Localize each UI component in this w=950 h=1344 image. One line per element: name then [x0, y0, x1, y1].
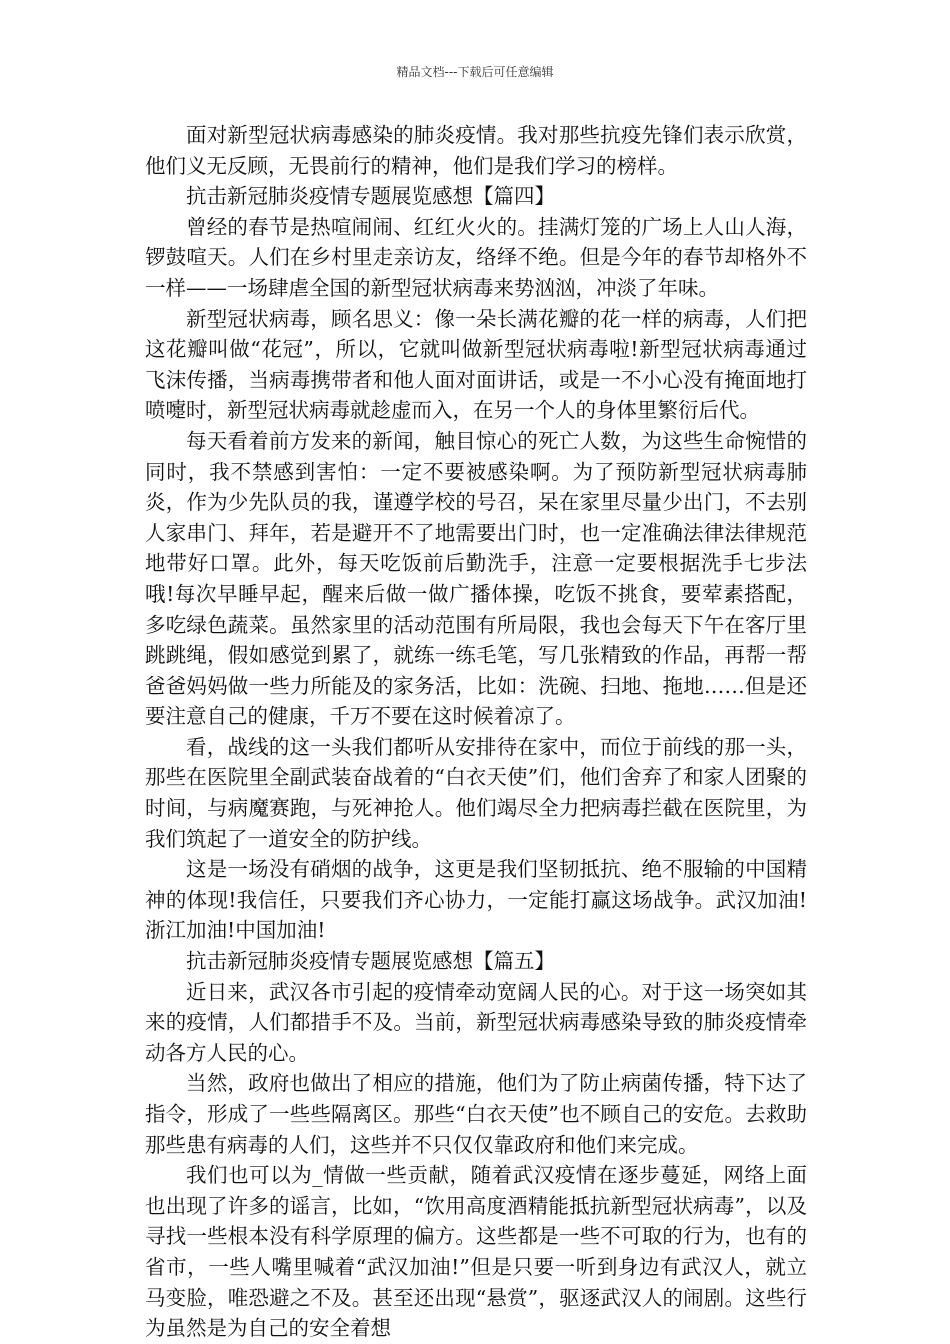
- paragraph: 新型冠状病毒，顾名思义：像一朵长满花瓣的花一样的病毒，人们把这花瓣叫做“花冠”，所以，它就叫做新型冠状病毒啦!新型冠状病毒通过飞沫传播，当病毒携带者和他人面对面讲话，或是一不小心没有掩面地打喷嚏时，新型冠状病毒就趁虚而入，在另一个人的身体里繁衍后代。: [145, 306, 807, 423]
- page-header: 精品文档---下载后可任意编辑: [396, 65, 554, 79]
- section-heading: 抗击新冠肺炎疫情专题展览感想【篇四】: [186, 184, 555, 209]
- paragraph: 面对新型冠状病毒感染的肺炎疫情。我对那些抗疫先锋们表示欣赏，他们义无反顾，无畏前行的精神，他们是我们学习的榜样。: [145, 123, 807, 178]
- paragraph: 当然，政府也做出了相应的措施，他们为了防止病菌传播，特下达了指令，形成了一些些隔离区。那些“白衣天使”也不顾自己的安危。去救助那些患有病毒的人们，这些并不只仅仅靠政府和他们来完成。: [145, 1071, 807, 1157]
- paragraph: 我们也可以为_情做一些贡献，随着武汉疫情在逐步蔓延，网络上面也出现了许多的谣言，比如，“饮用高度酒精能抵抗新型冠状病毒”，以及寻找一些根本没有科学原理的偏方。这些都是一些不可取的行为，也有的省市，一些人嘴里喊着“武汉加油!”但是只要一听到身边有武汉人，就立马变脸，唯恐避之不及。甚至还出现“悬赏”，驱逐武汉人的闹剧。这些行为虽然是为自己的安全着想: [145, 1163, 807, 1341]
- paragraph: 这是一场没有硝烟的战争，这更是我们坚韧抵抗、绝不服输的中国精神的体现!我信任，只要我们齐心协力，一定能打赢这场战争。武汉加油!浙江加油!中国加油!: [145, 857, 807, 943]
- paragraph: 近日来，武汉各市引起的疫情牵动宽阔人民的心。对于这一场突如其来的疫情，人们都措手不及。当前，新型冠状病毒感染导致的肺炎疫情牵动各方人民的心。: [145, 979, 807, 1065]
- document-body: [145, 120, 807, 1344]
- paragraph: 曾经的春节是热喧闹闹、红红火火的。挂满灯笼的广场上人山人海，锣鼓喧天。人们在乡村里走亲访友，络绎不绝。但是今年的春节却格外不一样——一场肆虐全国的新型冠状病毒来势汹汹，冲淡了年味。: [145, 214, 807, 300]
- paragraph: 看，战线的这一头我们都听从安排待在家中，而位于前线的那一头，那些在医院里全副武装奋战着的“白衣天使”们，他们舍弃了和家人团聚的时间，与病魔赛跑，与死神抢人。他们竭尽全力把病毒拦截在医院里，为我们筑起了一道安全的防护线。: [145, 734, 807, 851]
- paragraph: 每天看着前方发来的新闻，触目惊心的死亡人数，为这些生命惋惜的同时，我不禁感到害怕：一定不要被感染啊。为了预防新型冠状病毒肺炎，作为少先队员的我，谨遵学校的号召，呆在家里尽量少出门，不去别人家串门、拜年，若是避开不了地需要出门时，也一定准确法律法律规范地带好口罩。此外，每天吃饭前后勤洗手，注意一定要根据洗手七步法哦!每次早睡早起，醒来后做一做广播体操，吃饭不挑食，要荤素搭配，多吃绿色蔬菜。虽然家里的活动范围有所局限，我也会每天下午在客厅里跳跳绳，假如感觉到累了，就练一练毛笔，写几张精致的作品，再帮一帮爸爸妈妈做一些力所能及的家务活，比如：洗碗、扫地、拖地……但是还要注意自己的健康，千万不要在这时候着凉了。: [145, 428, 807, 729]
- section-heading: 抗击新冠肺炎疫情专题展览感想【篇五】: [186, 949, 555, 974]
